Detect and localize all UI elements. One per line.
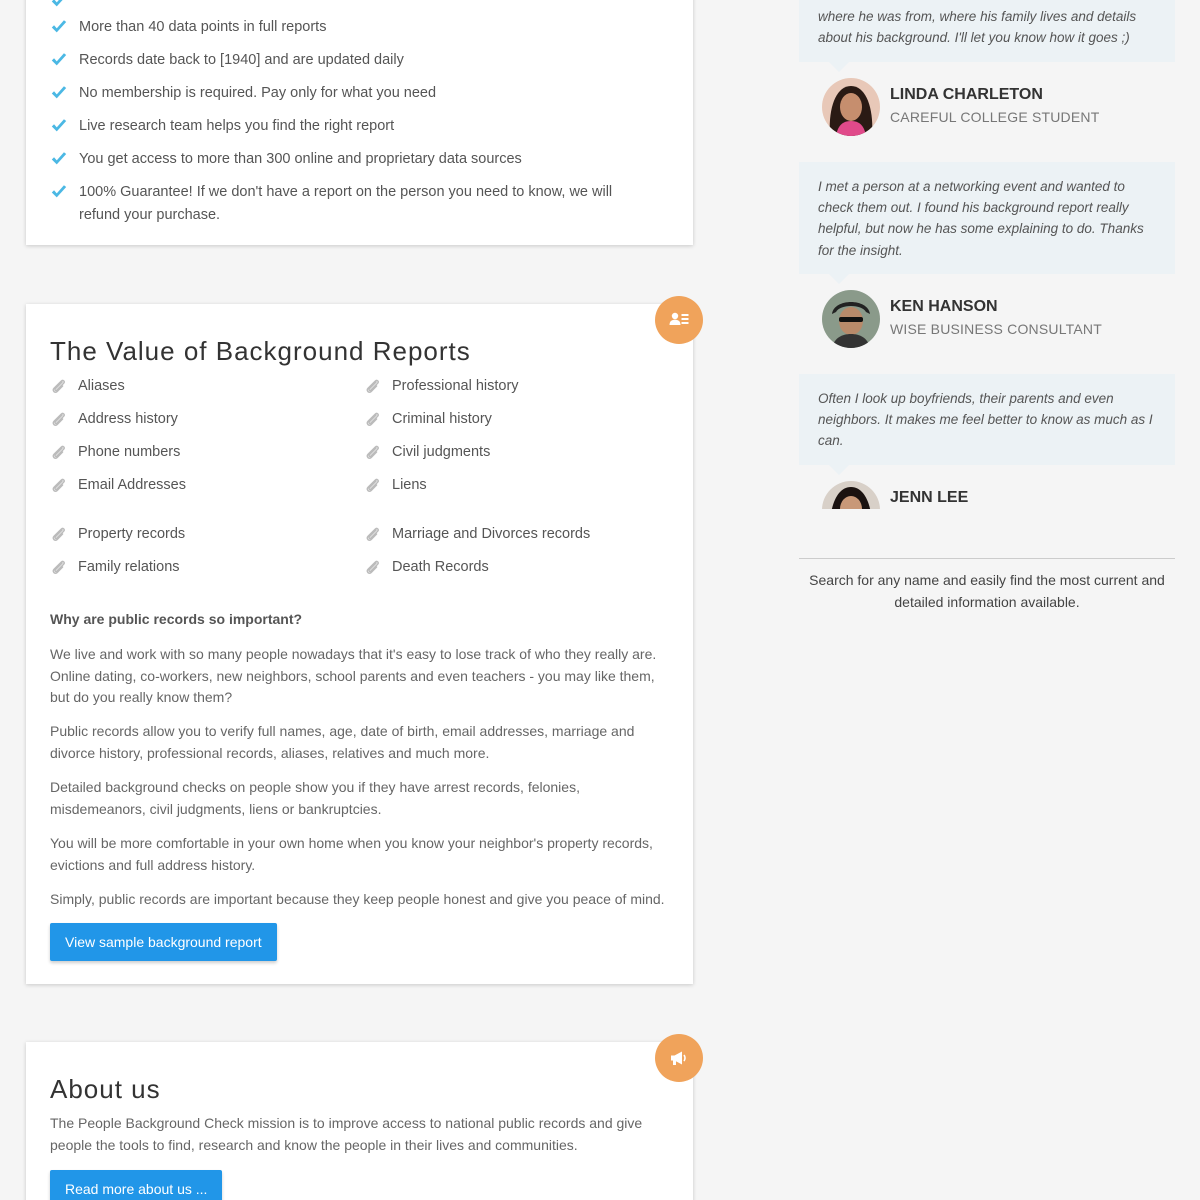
- checkmark-icon: [50, 0, 68, 10]
- feature-text: Live research team helps you find the right report: [79, 118, 395, 134]
- report-item-label: Professional history: [392, 378, 519, 394]
- report-item: [50, 409, 178, 429]
- view-sample-report-button[interactable]: View sample background report: [50, 923, 277, 961]
- report-item-label: Criminal history: [392, 411, 492, 427]
- report-item-label: Email Addresses: [78, 477, 186, 493]
- author-name: KEN HANSON: [890, 298, 998, 315]
- about-title: About us: [50, 1074, 161, 1104]
- report-item-label: Address history: [78, 411, 178, 427]
- report-item: [364, 376, 519, 396]
- checkmark-icon: [50, 18, 68, 36]
- feature-item: [50, 148, 650, 171]
- feature-text: More than 40 data points in full reports: [79, 19, 327, 35]
- paperclip-icon: [50, 476, 68, 495]
- paperclip-icon: [50, 410, 68, 429]
- feature-item: [50, 181, 650, 227]
- report-item: [50, 475, 186, 495]
- body-paragraph: You will be more comfortable in your own home when you know your neighbor's property records, evictions and full address history.: [50, 835, 653, 873]
- feature-item: [50, 115, 650, 138]
- feature-text: Records date back to [1940] and are updated daily: [79, 52, 404, 68]
- checkmark-icon: [50, 117, 68, 135]
- read-more-about-button[interactable]: Read more about us ...: [50, 1170, 222, 1200]
- about-card: [26, 1042, 693, 1200]
- why-important-heading: Why are public records so important?: [50, 611, 303, 627]
- sidebar-divider: [799, 558, 1175, 559]
- paperclip-icon: [364, 558, 382, 577]
- avatar-ken-image: [822, 290, 880, 348]
- avatar: [822, 78, 880, 136]
- feature-text: No membership is required. Pay only for what you need: [79, 85, 437, 101]
- users-list-icon: [655, 296, 703, 344]
- report-item-label: Aliases: [78, 378, 125, 394]
- users-list-icon-glyph: [667, 308, 691, 332]
- avatar: [822, 290, 880, 348]
- sidebar-note: Search for any name and easily find the most current and detailed information available.: [809, 572, 1165, 610]
- report-item: [364, 409, 492, 429]
- paperclip-icon: [364, 525, 382, 544]
- avatar: [822, 481, 880, 509]
- testimonial-author: [822, 481, 1082, 509]
- report-item: [364, 475, 427, 495]
- megaphone-icon-glyph: [667, 1046, 691, 1070]
- paperclip-icon: [50, 558, 68, 577]
- avatar-linda-image: [822, 78, 880, 136]
- checkmark-icon: [50, 150, 68, 168]
- paperclip-icon: [364, 476, 382, 495]
- report-item-label: Phone numbers: [78, 444, 181, 460]
- report-item-label: Liens: [392, 477, 427, 493]
- feature-item: [50, 16, 650, 39]
- body-paragraph: We live and work with so many people nowadays that it's easy to lose track of who they really are. Online dating, co-workers, new neighbors, school parents and even teachers - you may like them, but do you really know them?: [50, 646, 657, 705]
- author-name: LINDA CHARLETON: [890, 86, 1043, 103]
- report-item-label: Civil judgments: [392, 444, 491, 460]
- report-item: [50, 524, 185, 544]
- checkmark-icon: [50, 84, 68, 102]
- report-item: [364, 524, 590, 544]
- author-name: JENN LEE: [890, 489, 969, 506]
- paperclip-icon: [50, 525, 68, 544]
- features-card: [26, 0, 693, 245]
- body-paragraph: Public records allow you to verify full names, age, date of birth, email addresses, marriage and divorce history, professional records, aliases, relatives and much more.: [50, 723, 635, 761]
- testimonial-text: Often I look up boyfriends, their parents and even neighbors. It makes me feel better to know as much as I can.: [818, 391, 1153, 449]
- feature-text: 100% Guarantee! If we don't have a report on the person you need to know, we will refund your purchase.: [79, 184, 613, 223]
- testimonial-quote: [799, 0, 1175, 62]
- testimonial-quote: [799, 162, 1175, 274]
- testimonial-text: where he was from, where his family lives and details about his background. I'll let you know how it goes ;): [818, 9, 1137, 46]
- paperclip-icon: [50, 443, 68, 462]
- report-item: [364, 557, 489, 577]
- feature-item: [50, 82, 650, 105]
- report-item: [50, 557, 180, 577]
- feature-text: You get access to more than 300 online and proprietary data sources: [79, 151, 522, 167]
- report-item: [364, 442, 490, 462]
- value-card: [26, 304, 693, 984]
- avatar-jenn-image: [822, 481, 880, 509]
- value-section-title: The Value of Background Reports: [50, 336, 471, 366]
- report-item: [50, 376, 125, 396]
- paperclip-icon: [364, 377, 382, 396]
- report-item: [50, 442, 180, 462]
- report-item-label: Death Records: [392, 559, 489, 575]
- author-role: WISE BUSINESS CONSULTANT: [890, 321, 1102, 337]
- feature-item: [50, 49, 650, 72]
- paperclip-icon: [364, 410, 382, 429]
- testimonial-quote: [799, 374, 1175, 465]
- megaphone-icon: [655, 1034, 703, 1082]
- paperclip-icon: [364, 443, 382, 462]
- report-item-label: Marriage and Divorces records: [392, 526, 591, 542]
- checkmark-icon: [50, 51, 68, 69]
- body-paragraph: Simply, public records are important because they keep people honest and give you peace of mind.: [50, 891, 665, 907]
- checkmark-icon: [50, 183, 68, 201]
- paperclip-icon: [50, 377, 68, 396]
- testimonial-text: I met a person at a networking event and wanted to check them out. I found his background report really helpful, but now he has some explaining to do. Thanks for the insight.: [818, 179, 1144, 258]
- about-text: The People Background Check mission is to improve access to national public records and give people the tools to find, research and know the people in their lives and communities.: [50, 1115, 643, 1153]
- report-item-label: Property records: [78, 526, 186, 542]
- body-paragraph: Detailed background checks on people show you if they have arrest records, felonies, misdemeanors, civil judgments, liens or bankruptcies.: [50, 779, 580, 817]
- author-role: CAREFUL COLLEGE STUDENT: [890, 109, 1100, 125]
- report-item-label: Family relations: [78, 559, 180, 575]
